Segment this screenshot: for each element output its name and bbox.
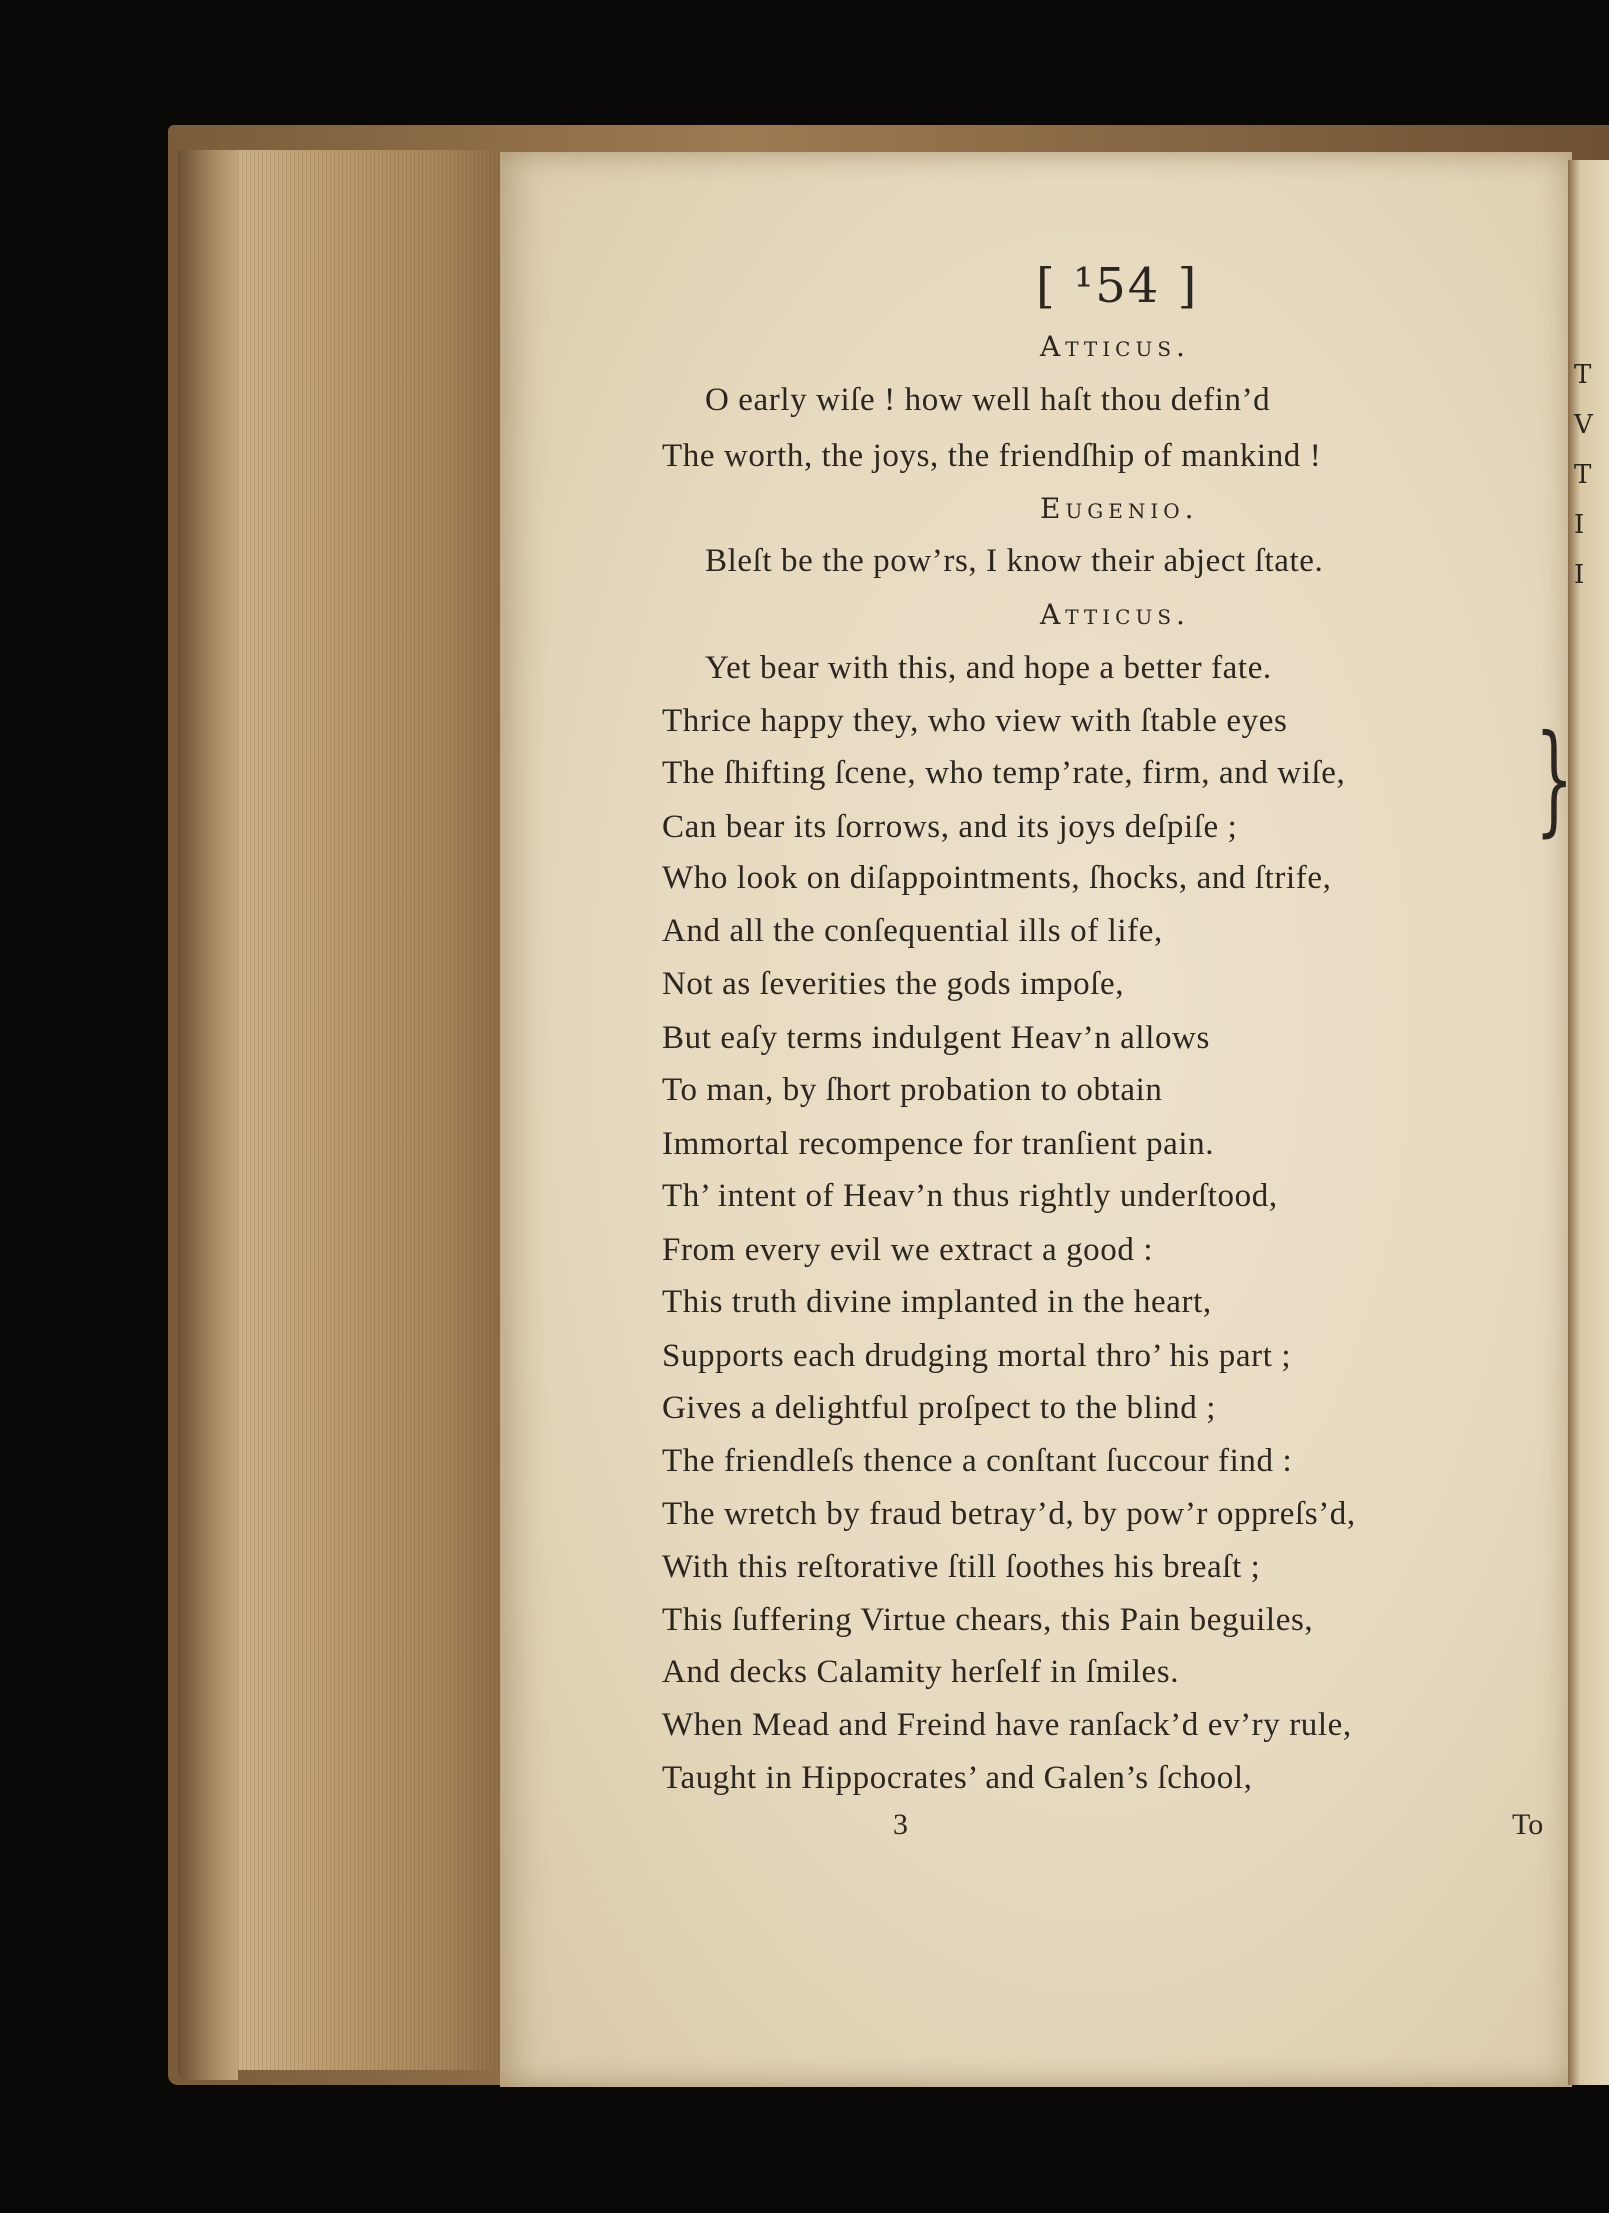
facing-page-edge (1568, 160, 1609, 2085)
verse-line: Taught in Hippocrates’ and Galen’s ſchool, (662, 1760, 1253, 1796)
verse-line: Can bear its ſorrows, and its joys deſpiſe ; (662, 809, 1238, 845)
verse-line: Immortal recompence for tranſient pain. (662, 1126, 1215, 1162)
triplet-brace: } (1535, 710, 1574, 849)
catchword: To (1512, 1808, 1544, 1841)
verse-line: Th’ intent of Heav’n thus rightly underſtood, (662, 1178, 1278, 1214)
verse-line: Who look on diſappointments, ſhocks, and ſtrife, (662, 860, 1332, 896)
verse-line: When Mead and Freind have ranſack’d ev’ry rule, (662, 1707, 1352, 1743)
verse-line: The worth, the joys, the friendſhip of mankind ! (662, 438, 1322, 474)
facing-page-letter: T (1574, 360, 1592, 390)
verse-line: This ſuffering Virtue chears, this Pain beguiles, (662, 1602, 1314, 1638)
verse-line: O early wiſe ! how well haſt thou defin’d (705, 382, 1271, 418)
verse-line: Gives a delightful proſpect to the blind ; (662, 1390, 1217, 1426)
page-stack-edge (238, 150, 500, 2070)
speaker-name: Eugenio. (1040, 492, 1199, 525)
verse-line: From every evil we extract a good : (662, 1232, 1154, 1268)
facing-page-letter: T (1574, 460, 1592, 490)
verse-line: To man, by ſhort probation to obtain (662, 1072, 1163, 1108)
facing-page-letter: I (1574, 560, 1585, 590)
speaker-name: Atticus. (1040, 330, 1190, 363)
speaker-name: Atticus. (1040, 598, 1190, 631)
verse-line: Supports each drudging mortal thro’ his part ; (662, 1338, 1292, 1374)
verse-line: The friendleſs thence a conſtant ſuccour find : (662, 1443, 1293, 1479)
facing-page-letter: I (1574, 510, 1585, 540)
page-number: [ ¹54 ] (1036, 258, 1199, 314)
verse-line: The wretch by fraud betray’d, by pow’r oppreſs’d, (662, 1496, 1356, 1532)
verse-line: And decks Calamity herſelf in ſmiles. (662, 1654, 1180, 1690)
verse-line: Thrice happy they, who view with ſtable eyes (662, 703, 1288, 739)
signature-mark: 3 (893, 1808, 908, 1841)
book-spine-edge (178, 150, 238, 2080)
verse-line: Yet bear with this, and hope a better fate. (705, 650, 1272, 686)
verse-line: And all the conſequential ills of life, (662, 913, 1163, 949)
verse-line: With this reſtorative ſtill ſoothes his breaſt ; (662, 1549, 1261, 1585)
facing-page-letter: V (1574, 410, 1593, 440)
verse-line: But eaſy terms indulgent Heav’n allows (662, 1020, 1210, 1056)
verse-line: This truth divine implanted in the heart, (662, 1284, 1212, 1320)
verse-line: The ſhifting ſcene, who temp’rate, firm, and wiſe, (662, 755, 1346, 791)
verse-line: Not as ſeverities the gods impoſe, (662, 966, 1125, 1002)
verse-line: Bleſt be the pow’rs, I know their abject ſtate. (705, 543, 1324, 579)
